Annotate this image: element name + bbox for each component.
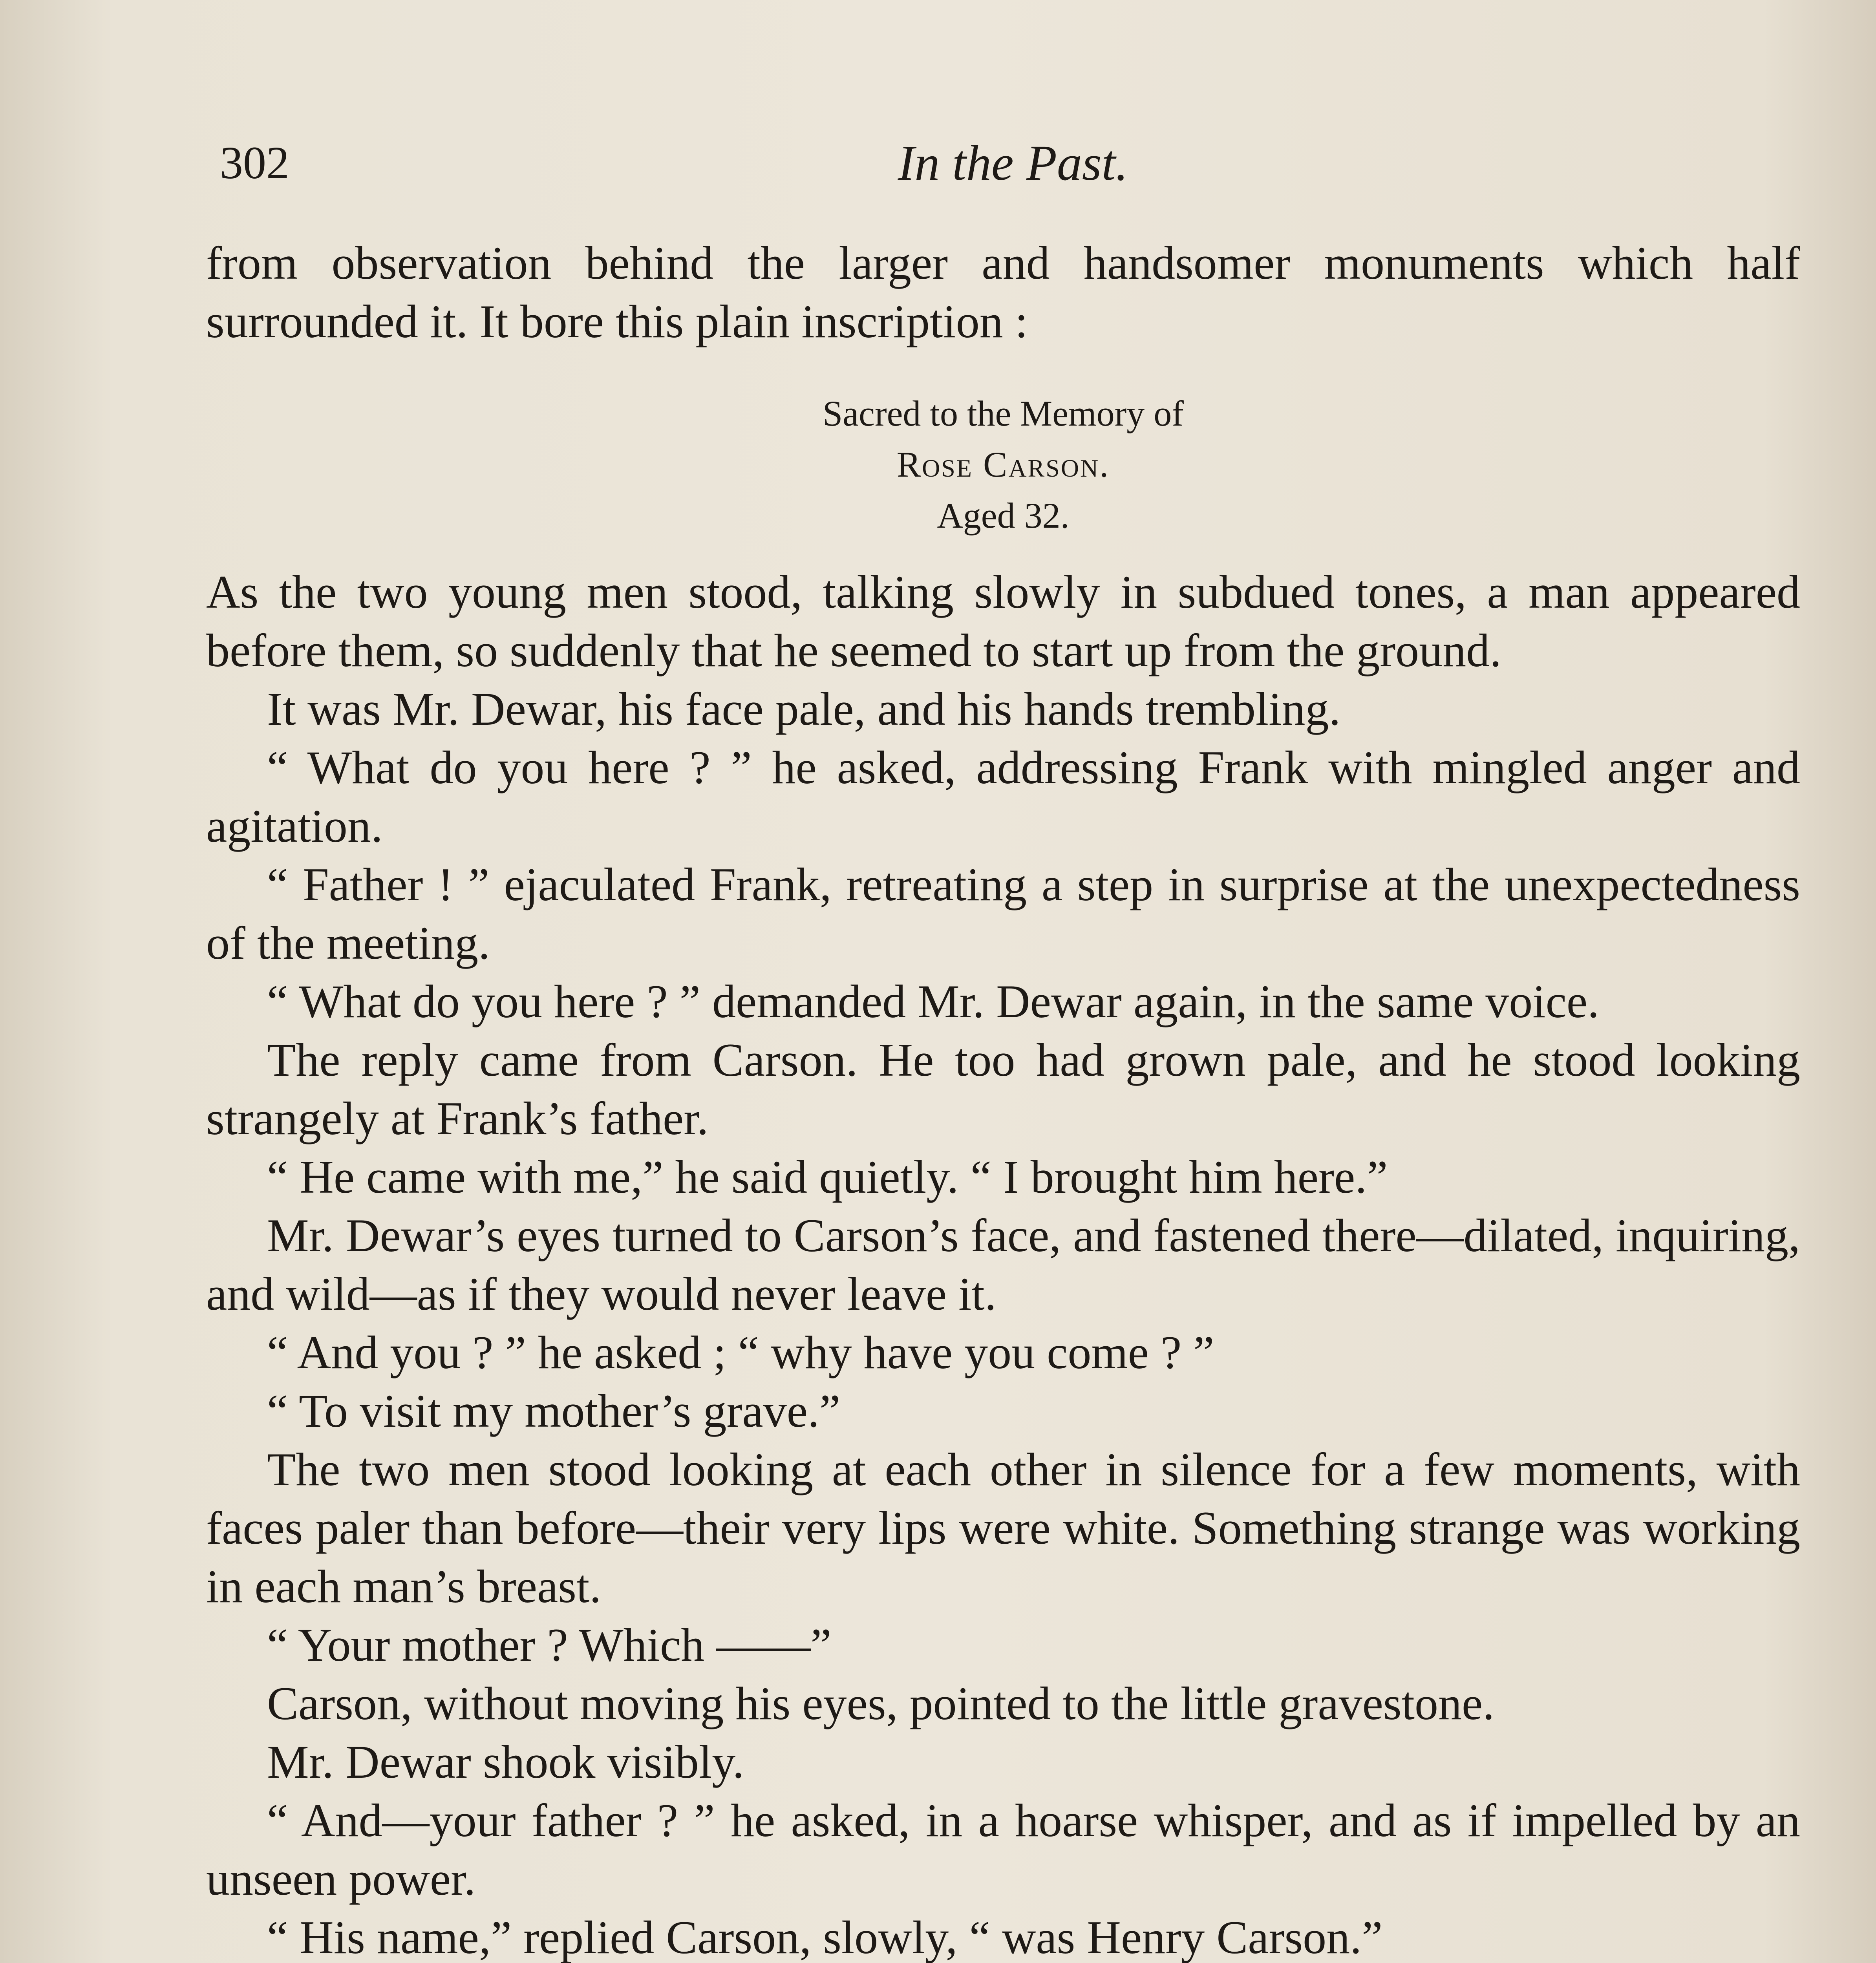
paragraph: “ And—your father ? ” he asked, in a hoarse whisper, and as if impelled by an unseen power. bbox=[206, 1794, 1800, 1905]
paragraph: “ Your mother ? Which ——” bbox=[267, 1619, 832, 1671]
inscription-line: Sacred to the Memory of bbox=[823, 393, 1184, 433]
paragraph: “ Father ! ” ejaculated Frank, retreating a step in surprise at the unexpectedness of the meeting. bbox=[206, 858, 1800, 969]
page-header bbox=[220, 133, 1806, 204]
paragraph: Mr. Dewar shook visibly. bbox=[267, 1736, 744, 1788]
paragraph: “ He came with me,” he said quietly. “ I brought him here.” bbox=[267, 1151, 1388, 1203]
body-text bbox=[206, 234, 1800, 1963]
inscription-line: Rose Carson. bbox=[896, 444, 1110, 484]
gravestone-inscription bbox=[206, 388, 1800, 541]
paragraph: “ To visit my mother’s grave.” bbox=[267, 1385, 841, 1437]
paragraph: The two men stood looking at each other in silence for a few moments, with faces paler than before—their very lips were white. Something strange was working in each man’s breast. bbox=[206, 1443, 1800, 1612]
paragraph: As the two young men stood, talking slowly in subdued tones, a man appeared before them, so suddenly that he seemed to start up from the ground. bbox=[206, 566, 1800, 676]
paragraph: “ What do you here ? ” demanded Mr. Dewar again, in the same voice. bbox=[267, 975, 1600, 1027]
paragraph: from observation behind the larger and handsomer monuments which half surrounded it. It bore this plain inscription : bbox=[206, 237, 1800, 347]
paragraph: It was Mr. Dewar, his face pale, and his hands trembling. bbox=[267, 683, 1341, 735]
running-head: In the Past. bbox=[898, 135, 1128, 191]
page-number: 302 bbox=[220, 137, 289, 188]
paragraph: The reply came from Carson. He too had grown pale, and he stood looking strangely at Frank’s father. bbox=[206, 1034, 1800, 1144]
paragraph: “ What do you here ? ” he asked, addressing Frank with mingled anger and agitation. bbox=[206, 741, 1800, 852]
paragraph: Mr. Dewar’s eyes turned to Carson’s face, and fastened there—dilated, inquiring, and wild—as if they would never leave it. bbox=[206, 1209, 1800, 1320]
paragraph: “ His name,” replied Carson, slowly, “ was Henry Carson.” bbox=[267, 1911, 1383, 1963]
inscription-line: Aged 32. bbox=[937, 495, 1070, 536]
paragraph: Carson, without moving his eyes, pointed to the little gravestone. bbox=[267, 1677, 1495, 1729]
paragraph: “ And you ? ” he asked ; “ why have you come ? ” bbox=[267, 1326, 1214, 1378]
